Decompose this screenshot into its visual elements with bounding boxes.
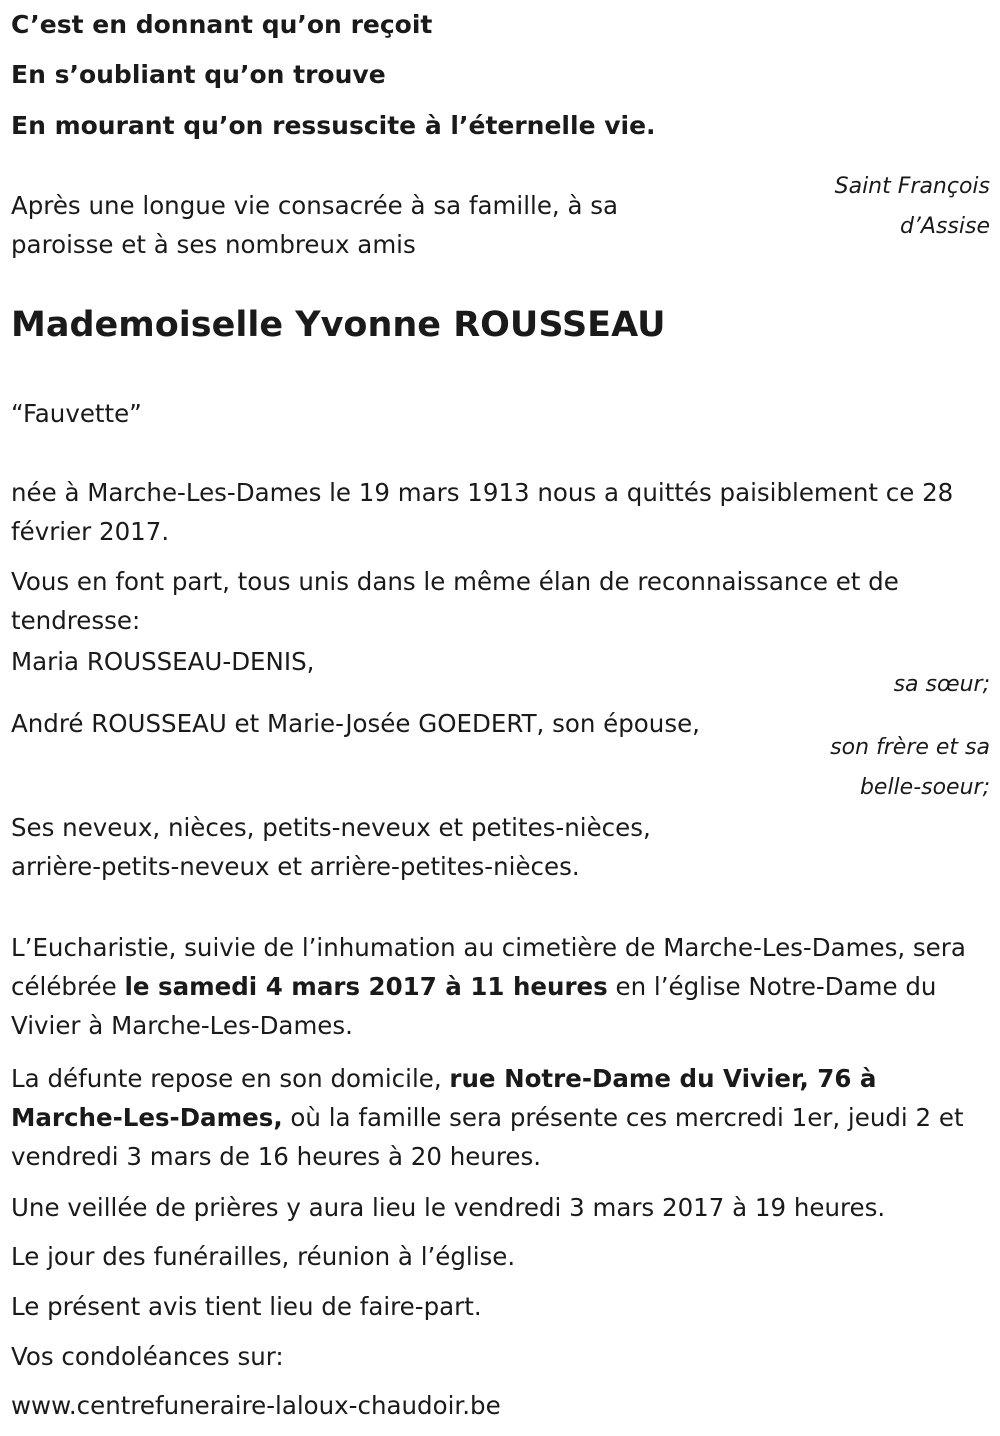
verse-line-1: C’est en donnant qu’on reçoit [11, 10, 433, 39]
notice-text: Le présent avis tient lieu de faire-part. [11, 1292, 482, 1321]
relation-line-1: son frère et sa [830, 735, 990, 760]
family-member-relation [830, 728, 990, 808]
birth-death-text: née à Marche-Les-Dames le 19 mars 1913 nous a quittés paisiblement ce 28 février 2017. [11, 478, 954, 546]
family-intro: Vous en font part, tous unis dans le même élan de reconnaissance et de tendresse: [11, 567, 899, 635]
deceased-name: Mademoiselle Yvonne ROUSSEAU [11, 305, 666, 345]
nickname: “Fauvette” [11, 399, 142, 428]
vigil-text: Une veillée de prières y aura lieu le vendredi 3 mars 2017 à 19 heures. [11, 1193, 886, 1222]
relation-line-2: belle-soeur; [859, 775, 990, 800]
ceremony-text [11, 928, 986, 1045]
family-member-name: André ROUSSEAU et Marie-Josée GOEDERT, son épouse, [11, 709, 700, 738]
repose-address: rue Notre-Dame du Vivier, 76 à Marche-Les-Dames, [11, 1064, 877, 1132]
repose-text [11, 1059, 986, 1176]
repose-part-2: où la famille sera présente ces mercredi 1er, jeudi 2 et vendredi 3 mars de 16 heures à 20 heures. [11, 1103, 964, 1171]
verse-line-2: En s’oubliant qu’on trouve [11, 60, 386, 89]
repose-part-1: La défunte repose en son domicile, [11, 1064, 450, 1093]
extended-family: Ses neveux, nièces, petits-neveux et petites-nièces, arrière-petits-neveux et arrière-petites-nièces. [11, 813, 651, 881]
condolences-label: Vos condoléances sur: [11, 1342, 284, 1371]
ceremony-date: le samedi 4 mars 2017 à 11 heures [124, 972, 608, 1001]
intro-text: Après une longue vie consacrée à sa famille, à sa paroisse et à ses nombreux amis [11, 191, 619, 259]
attribution-line-1: Saint François [834, 174, 990, 199]
family-member-relation: sa sœur; [893, 672, 990, 697]
verse-attribution [835, 167, 990, 247]
funeral-day-text: Le jour des funérailles, réunion à l’église. [11, 1242, 516, 1271]
ceremony-part-1: L’Eucharistie, suivie de l’inhumation au cimetière de Marche-Les-Dames, sera célébrée [11, 933, 966, 1001]
website-link[interactable]: www.centrefuneraire-laloux-chaudoir.be [11, 1391, 501, 1420]
ceremony-part-2: en l’église Notre-Dame du Vivier à Marche-Les-Dames. [11, 972, 937, 1040]
family-member-name: Maria ROUSSEAU-DENIS, [11, 647, 315, 676]
verse-line-3: En mourant qu’on ressuscite à l’éternelle vie. [11, 111, 656, 140]
attribution-line-2: d’Assise [899, 214, 990, 239]
